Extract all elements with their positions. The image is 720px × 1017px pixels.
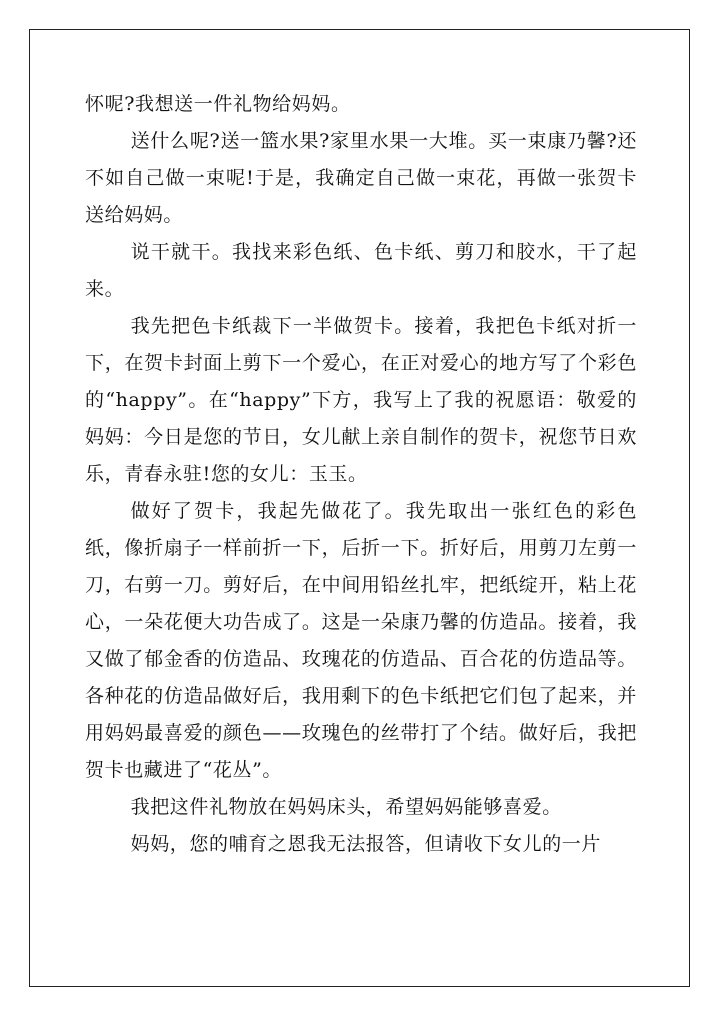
- paragraph-4: 我先把色卡纸裁下一半做贺卡。接着，我把色卡纸对折一下，在贺卡封面上剪下一个爱心，在正对爱心的地方写了个彩色的“happy”。在“happy”下方，我写上了我的祝愿语：敬爱的妈妈：今日是您的节日，女儿献上亲自制作的贺卡，祝您节日欢乐，青春永驻!您的女儿：玉玉。: [85, 315, 637, 485]
- document-body: [85, 86, 637, 863]
- paragraph-3: 说干就干。我找来彩色纸、色卡纸、剪刀和胶水，干了起来。: [85, 241, 637, 300]
- paragraph-1: 怀呢?我想送一件礼物给妈妈。: [85, 93, 351, 115]
- paragraph-7: 妈妈，您的哺育之恩我无法报答，但请收下女儿的一片: [130, 833, 601, 855]
- paragraph-5: 做好了贺卡，我起先做花了。我先取出一张红色的彩色纸，像折扇子一样前折一下，后折一下。折好后，用剪刀左剪一刀，右剪一刀。剪好后，在中间用铅丝扎牢，把纸绽开，粘上花心，一朵花便大功告成了。这是一朵康乃馨的仿造品。接着，我又做了郁金香的仿造品、玫瑰花的仿造品、百合花的仿造品等。各种花的仿造品做好后，我用剩下的色卡纸把它们包了起来，并用妈妈最喜爱的颜色——玫瑰色的丝带打了个结。做好后，我把贺卡也藏进了“花丛”。: [85, 500, 637, 781]
- paragraph-6: 我把这件礼物放在妈妈床头，希望妈妈能够喜爱。: [130, 796, 562, 818]
- paragraph-2: 送什么呢?送一篮水果?家里水果一大堆。买一束康乃馨?还不如自己做一束呢!于是，我确定自己做一束花，再做一张贺卡送给妈妈。: [85, 130, 637, 226]
